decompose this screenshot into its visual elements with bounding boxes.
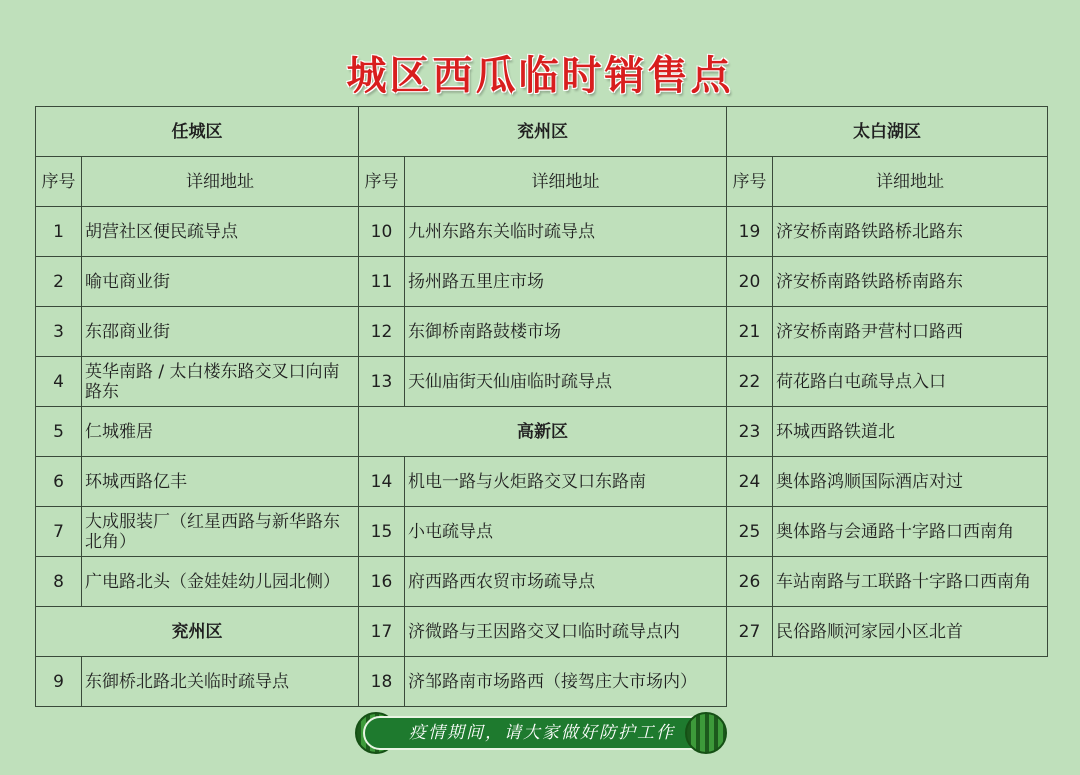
address-cell: 天仙庙街天仙庙临时疏导点 [405, 357, 727, 407]
address-cell: 荷花路白屯疏导点入口 [773, 357, 1048, 407]
address-cell: 扬州路五里庄市场 [405, 257, 727, 307]
seq-number: 26 [727, 557, 773, 607]
address-cell: 东邵商业街 [82, 307, 359, 357]
seq-number: 24 [727, 457, 773, 507]
address-cell: 奥体路鸿顺国际酒店对过 [773, 457, 1048, 507]
seq-header: 序号 [359, 157, 405, 207]
address-cell: 环城西路亿丰 [82, 457, 359, 507]
address-cell: 东御桥北路北关临时疏导点 [82, 657, 359, 707]
watermelon-icon [685, 712, 727, 754]
address-cell: 车站南路与工联路十字路口西南角 [773, 557, 1048, 607]
seq-number: 2 [36, 257, 82, 307]
seq-number: 21 [727, 307, 773, 357]
district-header-taibaihu: 太白湖区 [727, 107, 1048, 157]
seq-number: 25 [727, 507, 773, 557]
seq-number: 5 [36, 407, 82, 457]
seq-number: 6 [36, 457, 82, 507]
seq-number: 18 [359, 657, 405, 707]
seq-number: 12 [359, 307, 405, 357]
seq-number: 19 [727, 207, 773, 257]
seq-number: 23 [727, 407, 773, 457]
district-header-rencheng: 任城区 [36, 107, 359, 157]
district-header-gaoxin: 高新区 [359, 407, 727, 457]
district-header-yanzhou-left: 兖州区 [36, 607, 359, 657]
seq-number: 22 [727, 357, 773, 407]
page-title: 城区西瓜临时销售点 [346, 53, 734, 99]
seq-number: 10 [359, 207, 405, 257]
address-cell: 奥体路与会通路十字路口西南角 [773, 507, 1048, 557]
seq-number: 13 [359, 357, 405, 407]
address-cell: 九州东路东关临时疏导点 [405, 207, 727, 257]
address-cell: 济安桥南路铁路桥北路东 [773, 207, 1048, 257]
address-cell: 府西路西农贸市场疏导点 [405, 557, 727, 607]
seq-number: 8 [36, 557, 82, 607]
seq-number: 17 [359, 607, 405, 657]
district-header-yanzhou: 兖州区 [359, 107, 727, 157]
address-cell: 大成服装厂（红星西路与新华路东北角） [82, 507, 359, 557]
empty-cell [727, 657, 1048, 707]
address-cell: 济安桥南路铁路桥南路东 [773, 257, 1048, 307]
seq-number: 9 [36, 657, 82, 707]
seq-number: 14 [359, 457, 405, 507]
address-header: 详细地址 [405, 157, 727, 207]
address-header: 详细地址 [773, 157, 1048, 207]
seq-number: 16 [359, 557, 405, 607]
address-cell: 机电一路与火炬路交叉口东路南 [405, 457, 727, 507]
address-cell: 济安桥南路尹营村口路西 [773, 307, 1048, 357]
seq-number: 4 [36, 357, 82, 407]
address-cell: 济微路与王因路交叉口临时疏导点内 [405, 607, 727, 657]
address-cell: 小屯疏导点 [405, 507, 727, 557]
seq-number: 3 [36, 307, 82, 357]
address-cell: 环城西路铁道北 [773, 407, 1048, 457]
address-cell: 民俗路顺河家园小区北首 [773, 607, 1048, 657]
address-cell: 东御桥南路鼓楼市场 [405, 307, 727, 357]
seq-number: 27 [727, 607, 773, 657]
seq-header: 序号 [727, 157, 773, 207]
seq-number: 15 [359, 507, 405, 557]
address-cell: 胡营社区便民疏导点 [82, 207, 359, 257]
address-cell: 英华南路 / 太白楼东路交叉口向南路东 [82, 357, 359, 407]
seq-number: 20 [727, 257, 773, 307]
seq-number: 7 [36, 507, 82, 557]
address-cell: 济邹路南市场路西（接驾庄大市场内） [405, 657, 727, 707]
address-cell: 广电路北头（金娃娃幼儿园北侧） [82, 557, 359, 607]
seq-header: 序号 [36, 157, 82, 207]
address-header: 详细地址 [82, 157, 359, 207]
notice-banner: 疫情期间，请大家做好防护工作 [363, 716, 721, 750]
seq-number: 11 [359, 257, 405, 307]
address-cell: 喻屯商业街 [82, 257, 359, 307]
address-cell: 仁城雅居 [82, 407, 359, 457]
sales-points-table [35, 106, 1048, 707]
seq-number: 1 [36, 207, 82, 257]
